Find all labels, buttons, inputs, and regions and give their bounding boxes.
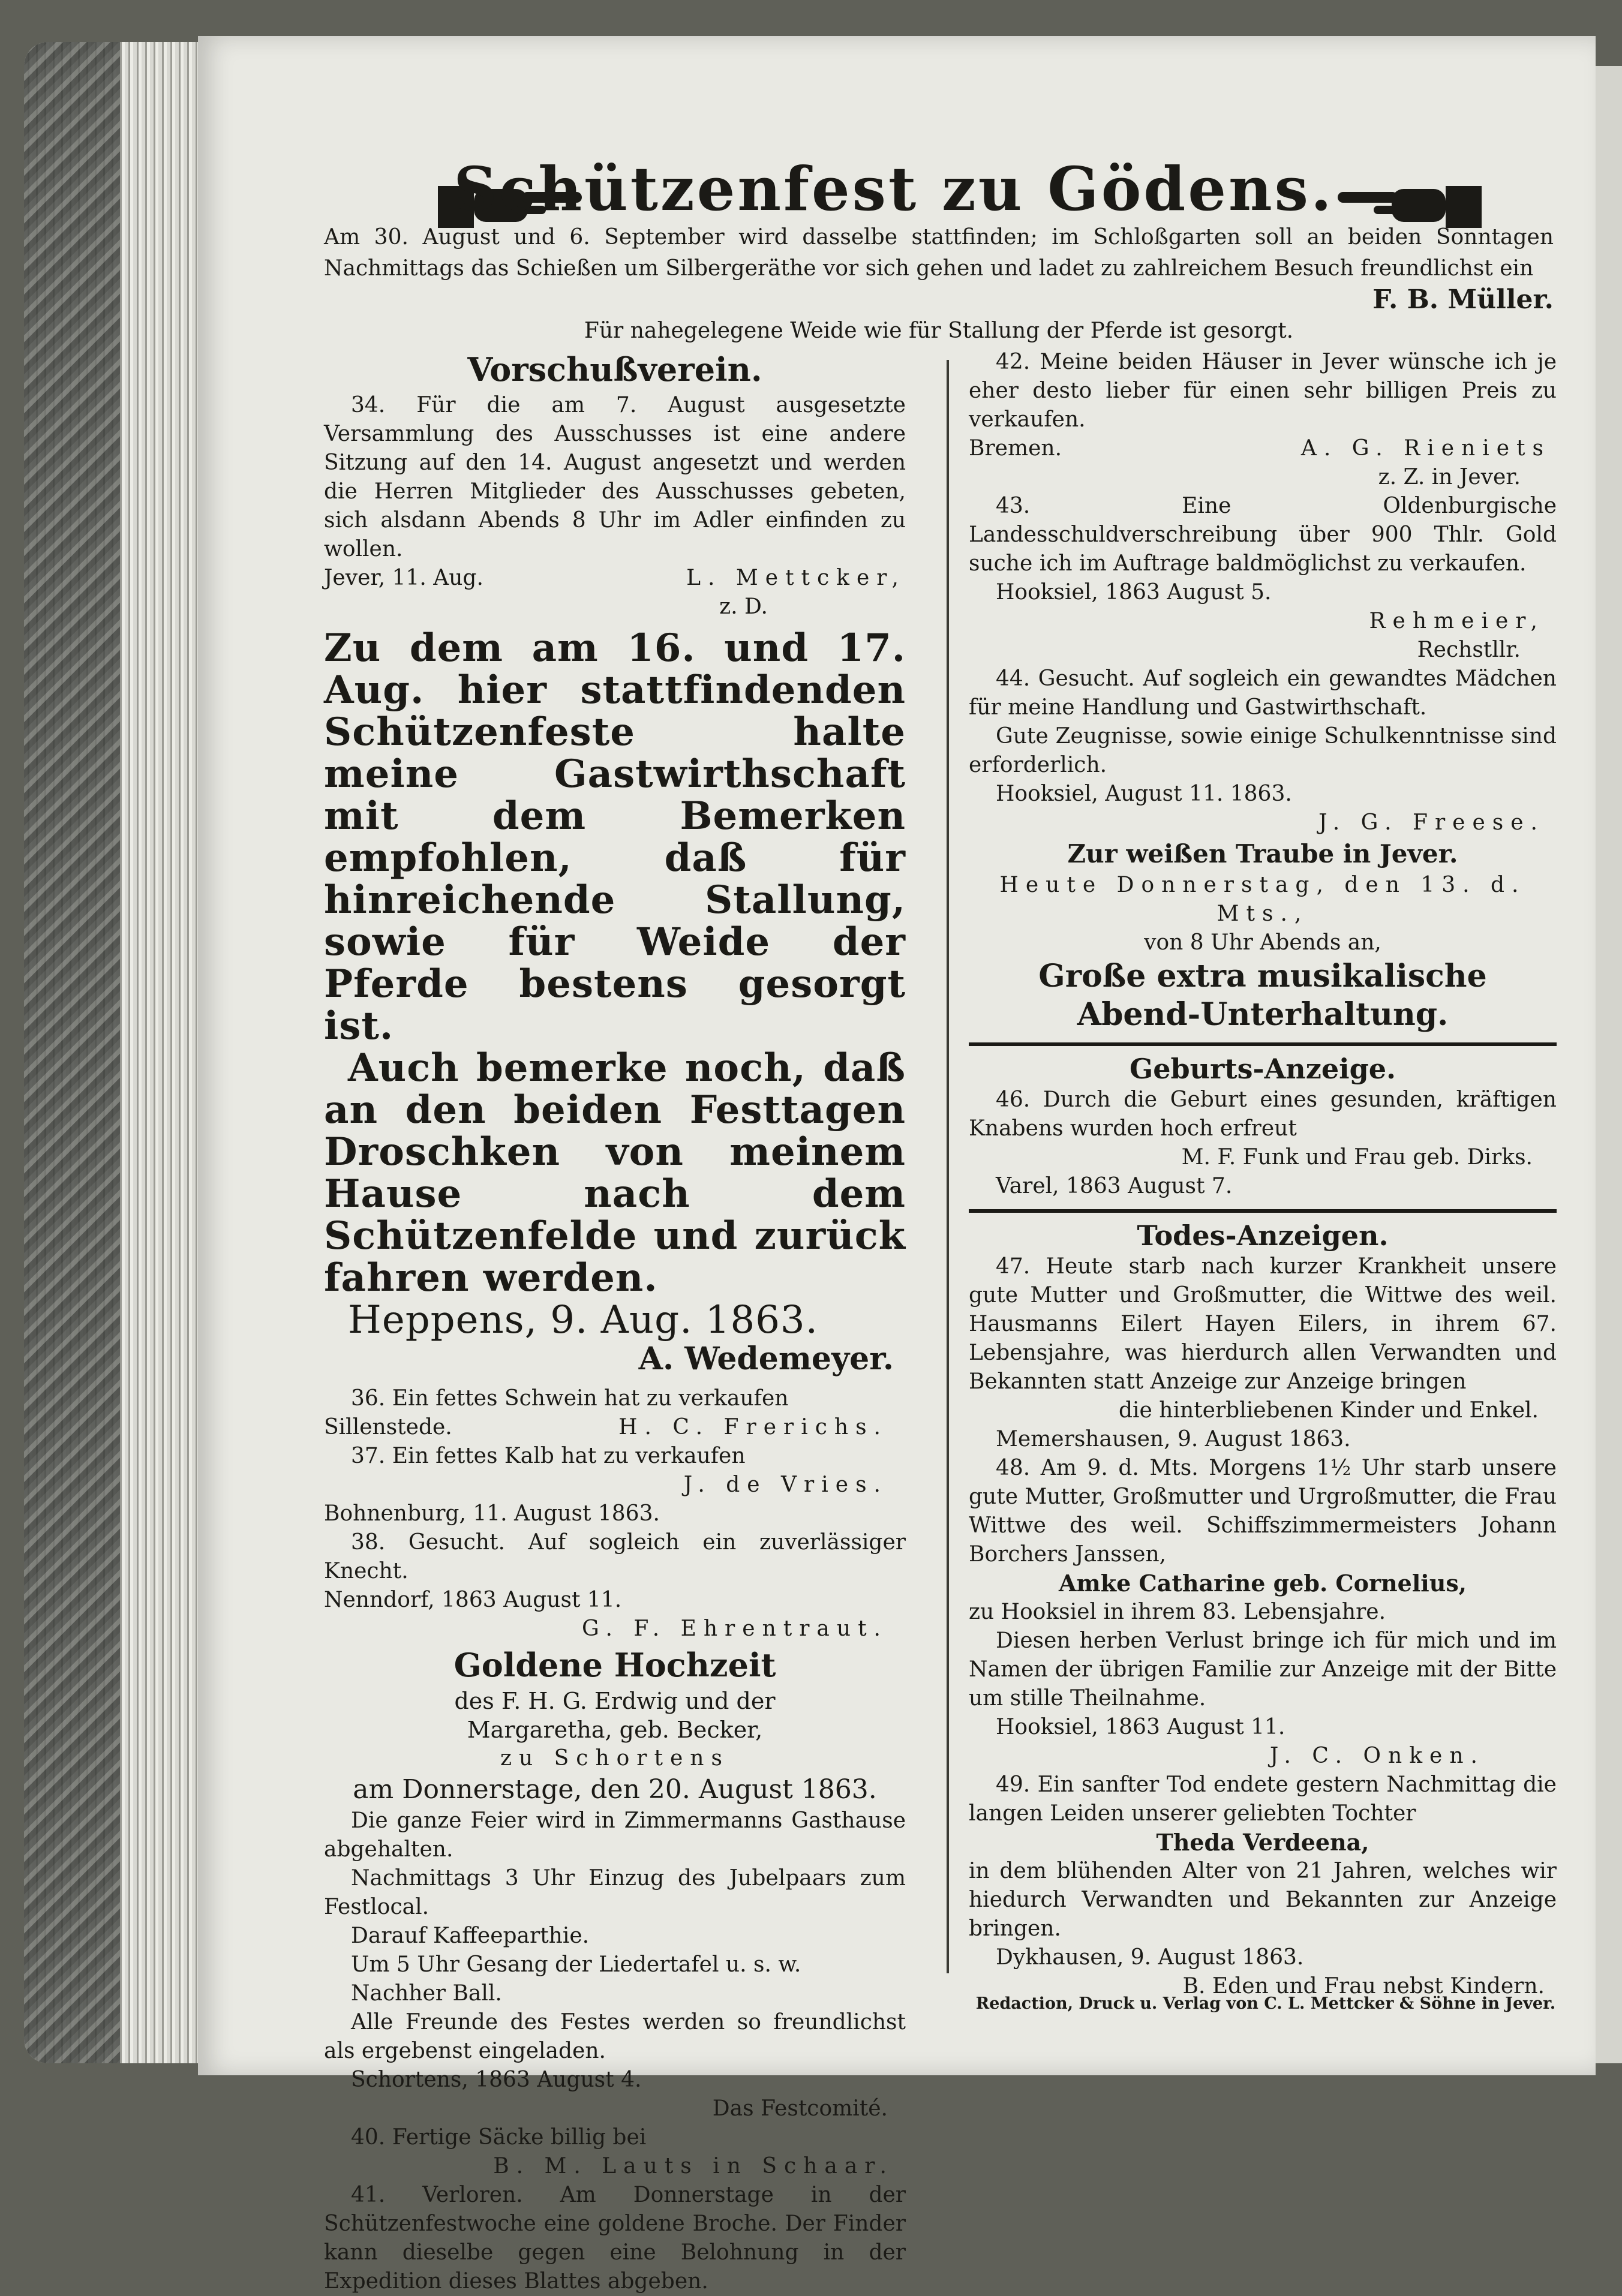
ad-37-sig: J. de Vries. — [683, 1472, 888, 1497]
ad-49-sig: B. Eden und Frau nebst Kindern. — [1182, 1974, 1545, 1999]
ad-48: 48. Am 9. d. Mts. Morgens 1½ Uhr starb unsere gute Mutter, Großmutter und Urgroßmutter, die Frau Wittwe des weil. Schiffszimmermeisters Johann Borchers Janssen, — [969, 1456, 1557, 1567]
ad-42: 42. Meine beiden Häuser in Jever wünsche ich je eher desto lieber für einen sehr billigen Preis zu verkaufen. — [969, 350, 1557, 432]
hochzeit-line2: Margaretha, geb. Becker, — [467, 1717, 763, 1743]
ad-40-sig: B. M. Lauts in Schaar. — [493, 2154, 894, 2178]
hochzeit-p1: Die ganze Feier wird in Zimmermanns Gasthause abgehalten. — [324, 1808, 906, 1862]
ad-48-c: Diesen herben Verlust bringe ich für mich und im Namen der übrigen Familie zur Anzeige mit der Bitte um stille Theilnahme. — [969, 1628, 1557, 1711]
imprint-footer: Redaction, Druck u. Verlag von C. L. Mettcker & Söhne in Jever. — [975, 1994, 1556, 2013]
hochzeit-date: am Donnerstage, den 20. August 1863. — [353, 1774, 877, 1805]
ad-46: 46. Durch die Geburt eines gesunden, kräftigen Knabens wurden hoch erfreut — [969, 1087, 1557, 1141]
ad-36: 36. Ein fettes Schwein hat zu verkaufen — [351, 1386, 789, 1411]
hochzeit-place: Schortens, 1863 August 4. — [351, 2067, 642, 2092]
ad-43-place: Hooksiel, 1863 August 5. — [996, 580, 1272, 605]
section-rule-2 — [969, 1209, 1557, 1213]
ad-46-sig: M. F. Funk und Frau geb. Dirks. — [1181, 1145, 1533, 1170]
ad-41: 41. Verloren. Am Donnerstage in der Schützenfestwoche eine goldene Broche. Der Finder kann dieselbe gegen eine Belohnung in der Expedition dieses Blattes abgeben. — [324, 2183, 906, 2294]
notice-signature: F. B. Müller. — [1372, 284, 1554, 315]
hochzeit-line1: des F. H. G. Erdwig und der — [454, 1688, 776, 1714]
ad-44: 44. Gesucht. Auf sogleich ein gewandtes Mädchen für meine Handlung und Gastwirthschaft. — [969, 666, 1557, 720]
ad-34-footer: Jever, 11. Aug. L. Mettcker, — [324, 566, 906, 590]
ad-38: 38. Gesucht. Auf sogleich ein zuverlässiger Knecht. — [324, 1530, 906, 1583]
hochzeit-sig: Das Festcomité. — [712, 2096, 888, 2121]
section-rule — [969, 1042, 1557, 1046]
ad-48-b: zu Hooksiel in ihrem 83. Lebensjahre. — [969, 1600, 1386, 1624]
marbled-book-edge — [24, 42, 120, 2063]
vorschuss-heading: Vorschußverein. — [467, 350, 762, 389]
ad-44-sig: J. G. Freese. — [1318, 810, 1545, 835]
traube-heading: Zur weißen Traube in Jever. — [1067, 839, 1458, 868]
hochzeit-p5: Nachher Ball. — [351, 1981, 502, 2006]
ad-38-sig: G. F. Ehrentraut. — [581, 1616, 888, 1641]
traube-line4: Abend-Unterhaltung. — [1077, 996, 1449, 1033]
hochzeit-p6: Alle Freunde des Festes werden so freundlichst als ergebenst eingeladen. — [324, 2010, 906, 2063]
column-divider — [947, 360, 949, 1973]
ad-42-footer: Bremen. A. G. Rieniets — [969, 436, 1551, 461]
ad-38-place: Nenndorf, 1863 August 11. — [324, 1588, 622, 1612]
traube-line2: von 8 Uhr Abends an, — [1144, 930, 1381, 955]
wedemeyer-signature: A. Wedemeyer. — [638, 1341, 894, 1377]
ad-49: 49. Ein sanfter Tod endete gestern Nachmittag die langen Leiden unserer geliebten Tochter — [969, 1772, 1557, 1826]
ad-43-sig2: Rechstllr. — [1417, 638, 1521, 662]
ad-44-place: Hooksiel, August 11. 1863. — [996, 782, 1292, 806]
hochzeit-p2: Nachmittags 3 Uhr Einzug des Jubelpaars zum Festlocal. — [324, 1866, 906, 1919]
ad-37-place: Bohnenburg, 11. August 1863. — [324, 1501, 660, 1526]
ad-36-footer: Sillenstede. H. C. Frerichs. — [324, 1415, 888, 1439]
ad-47: 47. Heute starb nach kurzer Krankheit unsere gute Mutter und Großmutter, die Wittwe des weil. Hausmanns Eilert Hayen Eilers, in ihrem 67. Lebensjahre, was hierdurch allen Verwandten und Bekannten statt Anzeige zur Anzeige bringen — [969, 1254, 1557, 1394]
ad-42-sig2: z. Z. in Jever. — [1378, 465, 1521, 489]
wedemeyer-ad: Zu dem am 16. und 17. Aug. hier stattfindenden Schützenfeste halte meine Gastwirthschaft mit dem Bemerken empfohlen, daß für hinreichende Stallung, sowie für Weide der Pferde bestens gesorgt ist. — [324, 626, 906, 1048]
ad-49-b: in dem blühenden Alter von 21 Jahren, welches wir hiedurch Verwandten und Bekannten zur Anzeige bringen. — [969, 1859, 1557, 1941]
page-title: Schützenfest zu Gödens. — [453, 154, 1334, 224]
ad-47-sig: die hinterbliebenen Kinder und Enkel. — [1118, 1398, 1539, 1423]
traube-line3: Große extra musikalische — [1038, 958, 1487, 994]
ad-44-text2: Gute Zeugnisse, sowie einige Schulkenntnisse sind erforderlich. — [969, 724, 1557, 777]
wedemeyer-ad-2: Auch bemerke noch, daß an den beiden Festtagen Droschken von meinem Hause nach dem Schützenfelde und zurück fahren werden. — [324, 1045, 906, 1300]
banner-notice — [324, 222, 1554, 347]
hochzeit-heading: Goldene Hochzeit — [453, 1646, 776, 1684]
ad-47-place: Memershausen, 9. August 1863. — [996, 1427, 1351, 1451]
todes-heading: Todes-Anzeigen. — [1137, 1219, 1389, 1252]
ad-49-place: Dykhausen, 9. August 1863. — [996, 1945, 1304, 1970]
wedemeyer-place: Heppens, 9. Aug. 1863. — [348, 1298, 818, 1342]
notice-text: Am 30. August und 6. September wird dasselbe stattfinden; im Schloßgarten soll an beiden Sonntagen Nachmittags das Schießen um Silbergeräthe vor sich gehen und ladet zu zahlreichem Besuch freundlichst ein F. B. Müller. — [324, 225, 1554, 315]
right-column — [969, 348, 1557, 2001]
hochzeit-line3: zu Schortens — [500, 1746, 729, 1771]
ad-34: 34. Für die am 7. August ausgesetzte Versammlung des Ausschusses ist eine andere Sitzung auf den 14. August angesetzt und werden die Herren Mitglieder des Ausschusses gebeten, sich alsdann Abends 8 Uhr im Adler einfinden zu wollen. — [324, 393, 906, 561]
ad-43-sig: Rehmeier, — [1369, 609, 1545, 633]
notice-extra: Für nahegelegene Weide wie für Stallung der Pferde ist gesorgt. — [584, 318, 1294, 343]
traube-line1: Heute Donnerstag, den 13. d. Mts., — [999, 873, 1526, 926]
hochzeit-p4: Um 5 Uhr Gesang der Liedertafel u. s. w. — [351, 1952, 801, 1977]
ad-46-place: Varel, 1863 August 7. — [996, 1174, 1233, 1198]
ad-48-sig: J. C. Onken. — [1269, 1744, 1485, 1768]
ad-49-name: Theda Verdeena, — [1156, 1829, 1369, 1856]
book-page-edges — [24, 42, 198, 2063]
ad-40: 40. Fertige Säcke billig bei — [351, 2125, 647, 2150]
hochzeit-p3: Darauf Kaffeeparthie. — [351, 1924, 590, 1948]
left-column — [324, 348, 906, 2296]
geburt-heading: Geburts-Anzeige. — [1129, 1053, 1396, 1085]
ad-48-name: Amke Catharine geb. Cornelius, — [1059, 1570, 1467, 1597]
ad-34-sig2: z. D. — [719, 594, 768, 619]
ad-37: 37. Ein fettes Kalb hat zu verkaufen — [351, 1444, 746, 1468]
ad-48-place: Hooksiel, 1863 August 11. — [996, 1715, 1285, 1739]
ad-43: 43. Eine Oldenburgische Landesschuldverschreibung über 900 Thlr. Gold suche ich im Auftrage baldmöglichst zu verkaufen. — [969, 494, 1557, 576]
